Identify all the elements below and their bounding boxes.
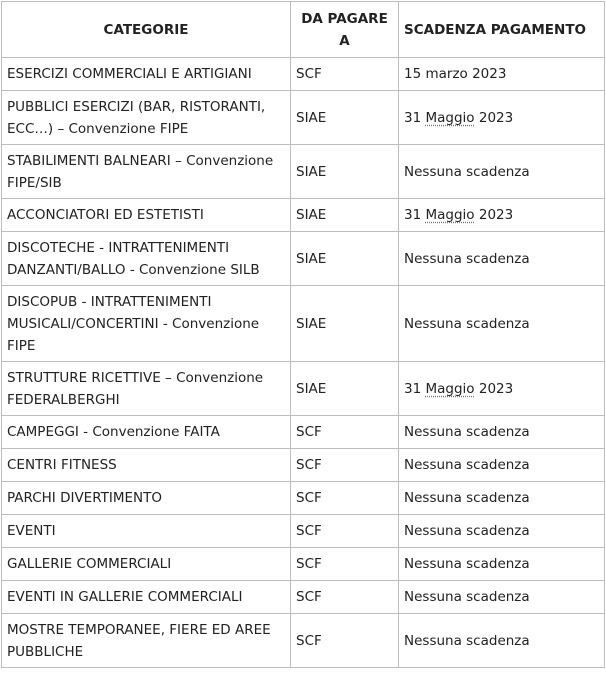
category-cell: ESERCIZI COMMERCIALI E ARTIGIANI (2, 58, 291, 91)
table-row (2, 232, 605, 286)
deadline-cell: Nessuna scadenza (399, 515, 605, 548)
deadline-cell: Nessuna scadenza (399, 145, 605, 199)
header-pay-to: DA PAGARE A (291, 2, 399, 58)
deadline-cell: Nessuna scadenza (399, 482, 605, 515)
header-deadline: SCADENZA PAGAMENTO (399, 2, 605, 58)
deadline-cell: Nessuna scadenza (399, 614, 605, 668)
category-cell: EVENTI (2, 515, 291, 548)
deadline-cell (399, 362, 605, 416)
pay-to-cell: SCF (291, 416, 399, 449)
pay-to-cell: SCF (291, 482, 399, 515)
deadline-year: 2023 (478, 380, 514, 397)
deadline-year: 2023 (478, 109, 514, 126)
category-cell: STABILIMENTI BALNEARI – Convenzione FIPE/SIB (2, 145, 291, 199)
deadline-day: 31 (404, 207, 422, 223)
pay-to-cell: SCF (291, 614, 399, 668)
category-cell: STRUTTURE RICETTIVE – Convenzione FEDERALBERGHI (2, 362, 291, 416)
table-row (2, 449, 605, 482)
table-row (2, 614, 605, 668)
deadline-cell: Nessuna scadenza (399, 416, 605, 449)
table-row (2, 548, 605, 581)
deadline-cell: Nessuna scadenza (399, 232, 605, 286)
deadline-year: 2023 (478, 207, 514, 223)
table-row (2, 515, 605, 548)
deadline-cell: Nessuna scadenza (399, 548, 605, 581)
table-header-row (2, 2, 605, 58)
table-row (2, 145, 605, 199)
deadline-month: Maggio (425, 380, 475, 397)
table-row (2, 362, 605, 416)
table-row (2, 286, 605, 362)
category-cell: DISCOPUB - INTRATTENIMENTI MUSICALI/CONCERTINI - Convenzione FIPE (2, 286, 291, 362)
deadline-month: Maggio (425, 207, 475, 223)
fees-table (1, 1, 605, 668)
category-cell: GALLERIE COMMERCIALI (2, 548, 291, 581)
pay-to-cell: SIAE (291, 286, 399, 362)
category-cell: CAMPEGGI - Convenzione FAITA (2, 416, 291, 449)
pay-to-cell: SIAE (291, 232, 399, 286)
deadline-cell: 15 marzo 2023 (399, 58, 605, 91)
category-cell: MOSTRE TEMPORANEE, FIERE ED AREE PUBBLICHE (2, 614, 291, 668)
pay-to-cell: SCF (291, 548, 399, 581)
deadline-cell: Nessuna scadenza (399, 286, 605, 362)
category-cell: ACCONCIATORI ED ESTETISTI (2, 199, 291, 232)
deadline-day: 31 (404, 109, 422, 126)
deadline-day: 31 (404, 380, 422, 397)
category-cell: EVENTI IN GALLERIE COMMERCIALI (2, 581, 291, 614)
category-cell: PUBBLICI ESERCIZI (BAR, RISTORANTI, ECC…) – Convenzione FIPE (2, 91, 291, 145)
pay-to-cell: SIAE (291, 199, 399, 232)
pay-to-cell: SCF (291, 449, 399, 482)
table-row (2, 416, 605, 449)
table-row (2, 199, 605, 232)
deadline-month: Maggio (425, 109, 475, 126)
header-category: CATEGORIE (2, 2, 291, 58)
pay-to-cell: SCF (291, 515, 399, 548)
category-cell: PARCHI DIVERTIMENTO (2, 482, 291, 515)
deadline-cell (399, 199, 605, 232)
pay-to-cell: SIAE (291, 91, 399, 145)
table-row (2, 581, 605, 614)
table-row (2, 482, 605, 515)
pay-to-cell: SCF (291, 58, 399, 91)
category-cell: DISCOTECHE - INTRATTENIMENTI DANZANTI/BALLO - Convenzione SILB (2, 232, 291, 286)
pay-to-cell: SCF (291, 581, 399, 614)
deadline-cell: Nessuna scadenza (399, 581, 605, 614)
table-row (2, 91, 605, 145)
pay-to-cell: SIAE (291, 362, 399, 416)
category-cell: CENTRI FITNESS (2, 449, 291, 482)
table-row (2, 58, 605, 91)
pay-to-cell: SIAE (291, 145, 399, 199)
deadline-cell (399, 91, 605, 145)
deadline-cell: Nessuna scadenza (399, 449, 605, 482)
